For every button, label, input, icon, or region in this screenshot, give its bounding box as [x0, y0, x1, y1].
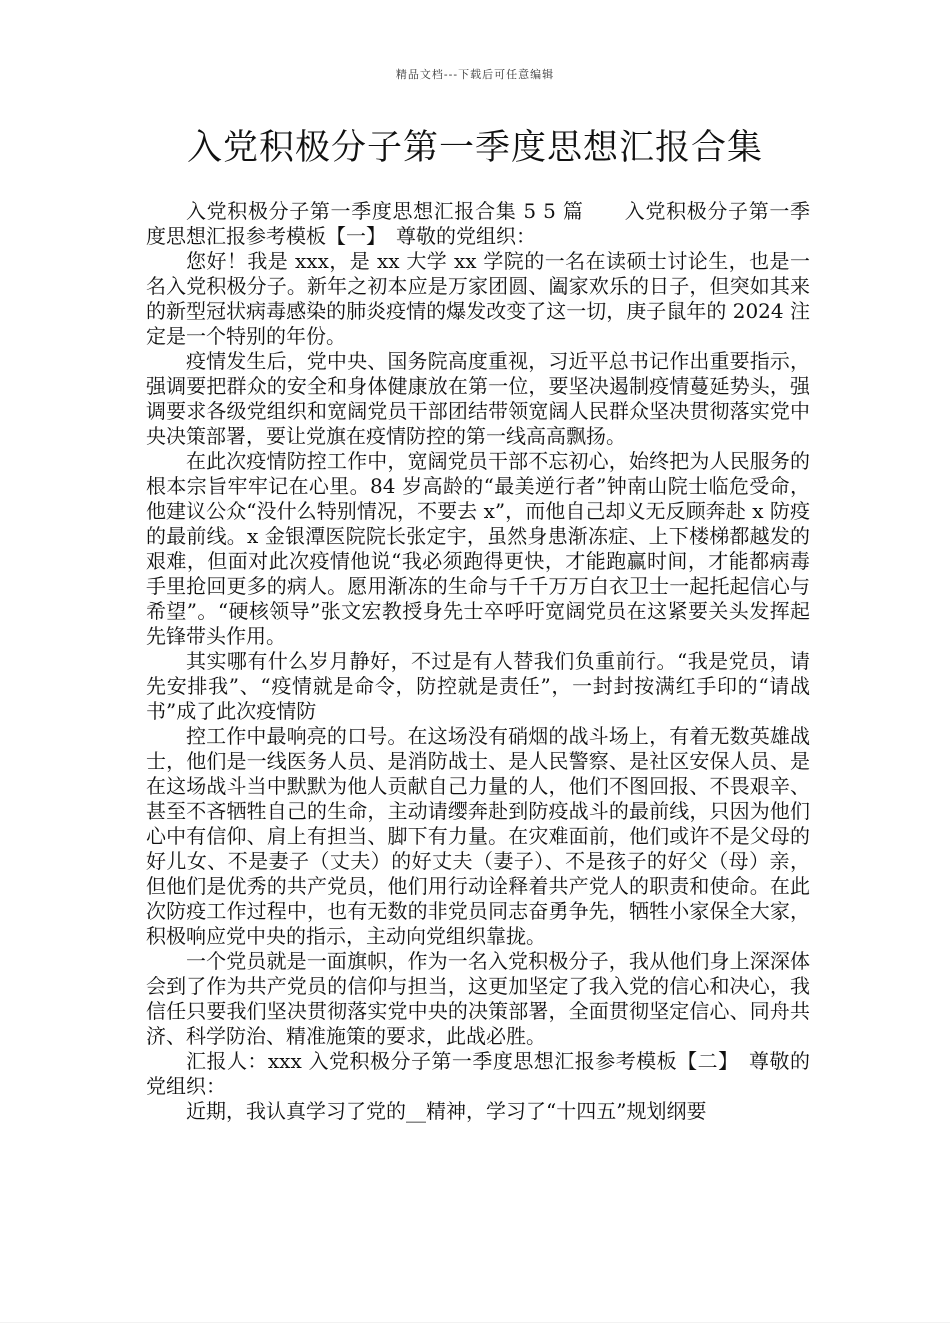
paragraph: 您好！我是 xxx，是 xx 大学 xx 学院的一名在读硕士讨论生，也是一名入党积极分子。新年之初本应是万家团圆、阖家欢乐的日子，但突如其来的新型冠状病毒感染的肺炎疫情的爆发改变了这一切，庚子鼠年的 2024 注定是一个特别的年份。	[146, 249, 810, 348]
page-bottom-divider	[0, 1322, 950, 1323]
document-title: 入党积极分子第一季度思想汇报合集	[186, 128, 763, 168]
paragraph: 其实哪有什么岁月静好，不过是有人替我们负重前行。“我是党员，请先安排我”、“疫情就是命令，防控就是责任”，一封封按满红手印的“请战书”成了此次疫情防	[146, 649, 810, 723]
document-body	[146, 199, 810, 1124]
paragraph: 疫情发生后，党中央、国务院高度重视，习近平总书记作出重要指示，强调要把群众的安全和身体健康放在第一位，要坚决遏制疫情蔓延势头，强调要求各级党组织和宽阔党员干部团结带领宽阔人民群众坚决贯彻落实党中央决策部署，要让党旗在疫情防控的第一线高高飘扬。	[146, 349, 810, 448]
paragraph: 入党积极分子第一季度思想汇报合集 5 5 篇 入党积极分子第一季度思想汇报参考模板【一】 尊敬的党组织：	[146, 199, 810, 248]
page-header: 精品文档---下载后可任意编辑	[395, 68, 555, 81]
paragraph: 一个党员就是一面旗帜，作为一名入党积极分子，我从他们身上深深体会到了作为共产党员的信仰与担当，这更加坚定了我入党的信心和决心，我信任只要我们坚决贯彻落实党中央的决策部署，全面贯彻坚定信心、同舟共济、科学防治、精准施策的要求，此战必胜。	[146, 949, 810, 1048]
paragraph: 汇报人：xxx 入党积极分子第一季度思想汇报参考模板【二】 尊敬的党组织：	[146, 1049, 810, 1098]
paragraph: 近期，我认真学习了党的__精神，学习了“十四五”规划纲要	[186, 1099, 707, 1123]
paragraph: 控工作中最响亮的口号。在这场没有硝烟的战斗场上，有着无数英雄战士，他们是一线医务人员、是消防战士、是人民警察、是社区安保人员、是在这场战斗当中默默为他人贡献自己力量的人，他们不图回报、不畏艰辛、甚至不吝牺牲自己的生命，主动请缨奔赴到防疫战斗的最前线，只因为他们心中有信仰、肩上有担当、脚下有力量。在灾难面前，他们或许不是父母的好儿女、不是妻子（丈夫）的好丈夫（妻子）、不是孩子的好父（母）亲，但他们是优秀的共产党员，他们用行动诠释着共产党人的职责和使命。在此次防疫工作过程中，也有无数的非党员同志奋勇争先，牺牲小家保全大家，积极响应党中央的指示，主动向党组织靠拢。	[146, 724, 810, 948]
paragraph: 在此次疫情防控工作中，宽阔党员干部不忘初心，始终把为人民服务的根本宗旨牢牢记在心里。84 岁高龄的“最美逆行者”钟南山院士临危受命，他建议公众“没什么特别情况，不要去 x”，而他自己却义无反顾奔赴 x 防疫的最前线。x 金银潭医院院长张定宇，虽然身患渐冻症、上下楼梯都越发的艰难，但面对此次疫情他说“我必须跑得更快，才能跑赢时间，才能都病毒手里抢回更多的病人。愿用渐冻的生命与千千万万白衣卫士一起托起信心与希望”。“硬核领导”张文宏教授身先士卒呼吁宽阔党员在这紧要关头发挥起先锋带头作用。	[146, 449, 810, 648]
